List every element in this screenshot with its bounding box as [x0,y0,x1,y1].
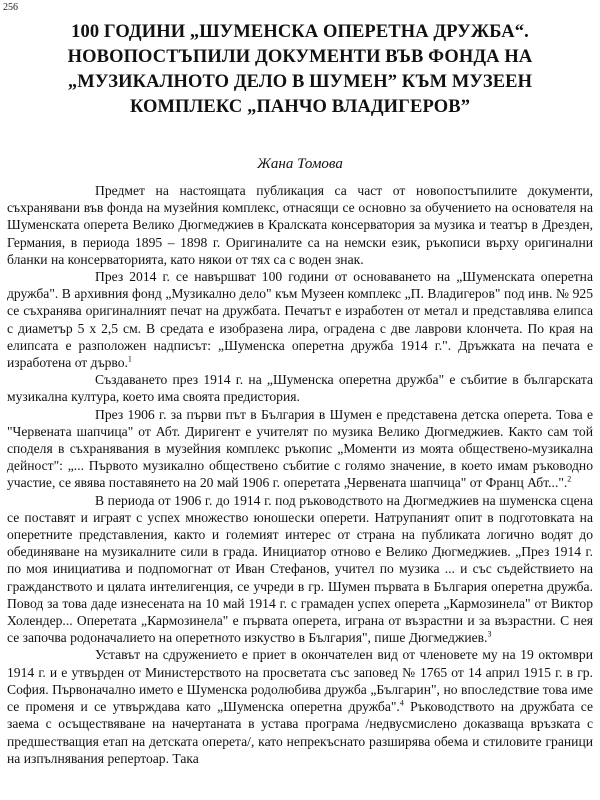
page-number: 256 [3,2,18,13]
paragraph [7,406,593,492]
paragraph-text: Създаването през 1914 г. на „Шуменска оперетна дружба" е събитие в българската музикална култура, което има своята предистория. [7,372,593,405]
article-body [7,182,593,767]
title-line: НОВОПОСТЪПИЛИ ДОКУМЕНТИ ВЪВ ФОНДА НА [67,47,533,67]
paragraph [7,646,593,766]
footnote-marker[interactable]: 4 [399,698,404,708]
paragraph-text: Предмет на настоящата публикация са част от новопостъпилите документи, съхранявани във фонда на музейния комплекс, отнасящи се основно за обучението на основателя на Шуменската оперета Велико Дюгмеджиев в Кралската консерватория за музика и театър в Дрезден, Германия, в периода 1895 – 1898 г. Оригиналите са на немски език, ръкописи върху оригинални бланки на консерваторията, като някои от тях са с воден знак. [7,183,593,267]
paragraph [7,371,593,405]
author-name: Жана Томова [257,156,343,172]
paragraph [7,268,593,371]
paragraph-text: Уставът на сдружението е приет в окончателен вид от членовете му на 19 октомври 1914 г. и е утвърден от Министерството на просветата със заповед № 1765 от 14 април 1915 г. в гр. София. Първоначално името е Шуменска родолюбива дружба „Българин", но впоследствие това име се променя и се утвърждава като „Шуменска оперетна дружба". [7,647,593,715]
article-title [0,20,600,120]
title-line: КОМПЛЕКС „ПАНЧО ВЛАДИГЕРОВ” [129,97,471,117]
paragraph-text: През 2014 г. се навършват 100 години от основаването на „Шуменската оперетна дружба". В архивния фонд „Музикално дело" към Музеен комплекс „П. Владигеров" под инв. № 925 се съхранява оригиналният печат на дружбата. Печатът е изработен от метал и представлява елипса с диаметър 5 х 2,5 см. В средата е изобразена лира, оградена с две лаврови клончета. По края на елипсата е разположен надписът: „Шуменска оперетна дружба 1914 г.". Дръжката на печата е изработена от дърво. [7,269,593,371]
paragraph-text: В периода от 1906 г. до 1914 г. под ръководството на Дюгмеджиев на шуменска сцена се поставят и играят с успех множество юношески оперети. Натрупаният опит в подготовката на оперетните представления, както и големият интерес от страна на публиката логично водят до обединяване на музикалните сили в града. Инициатор отново е Велико Дюгмеджиев. „През 1914 г. по моя инициатива и подпомогнат от Иван Стефанов, учител по музика ... и със съдействието на гражданството и цялата интелигенция, се учреди в гр. Шумен първата в България оперетна дружба. Повод за това даде изнесената на 10 май 1914 г. с грамаден успех оперета „Кармозинела" от Виктор Холендер... Оперетата „Кармозинела" е първата оперета, играна от възрастни и за възрастни. С нея се започва родоначалието на оперетното изкуство в България", пише Дюгмеджиев. [7,492,593,646]
paragraph-text: През 1906 г. за първи път в България в Шумен е представена детска оперета. Това е "Червената шапчица" от Абт. Диригент е учителят по музика Велико Дюгмеджиев. Както сам той споделя в съхранявания в музейния комплекс ръкопис „Моменти из моята обществено-музикална дейност": „... Първото музикално обществено събитие с голямо значение, в което имам ръководно участие, се явява поставянето на 20 май 1906 г. оперетата „Червената шапчица" от Франц Абт...". [7,406,593,491]
title-line: 100 ГОДИНИ „ШУМЕНСКА ОПЕРЕТНА ДРУЖБА“. [71,22,529,42]
paragraph [7,492,593,647]
paragraph-text: Ръководството на дружбата се заема с осъществяване на начертаната в устава програма /недвусмислено доказваща връзката с предшестващия етап на детската оперета/, като непрекъснато разширява обема и стиловите граници на изпълнявания репертоар. Така [7,699,593,766]
title-line: „МУЗИКАЛНОТО ДЕЛО В ШУМЕН” КЪМ МУЗЕЕН [67,72,533,92]
footnote-marker[interactable]: 1 [127,354,132,364]
footnote-marker[interactable]: 2 [567,474,572,484]
paragraph [7,182,593,268]
footnote-marker[interactable]: 3 [487,629,492,639]
